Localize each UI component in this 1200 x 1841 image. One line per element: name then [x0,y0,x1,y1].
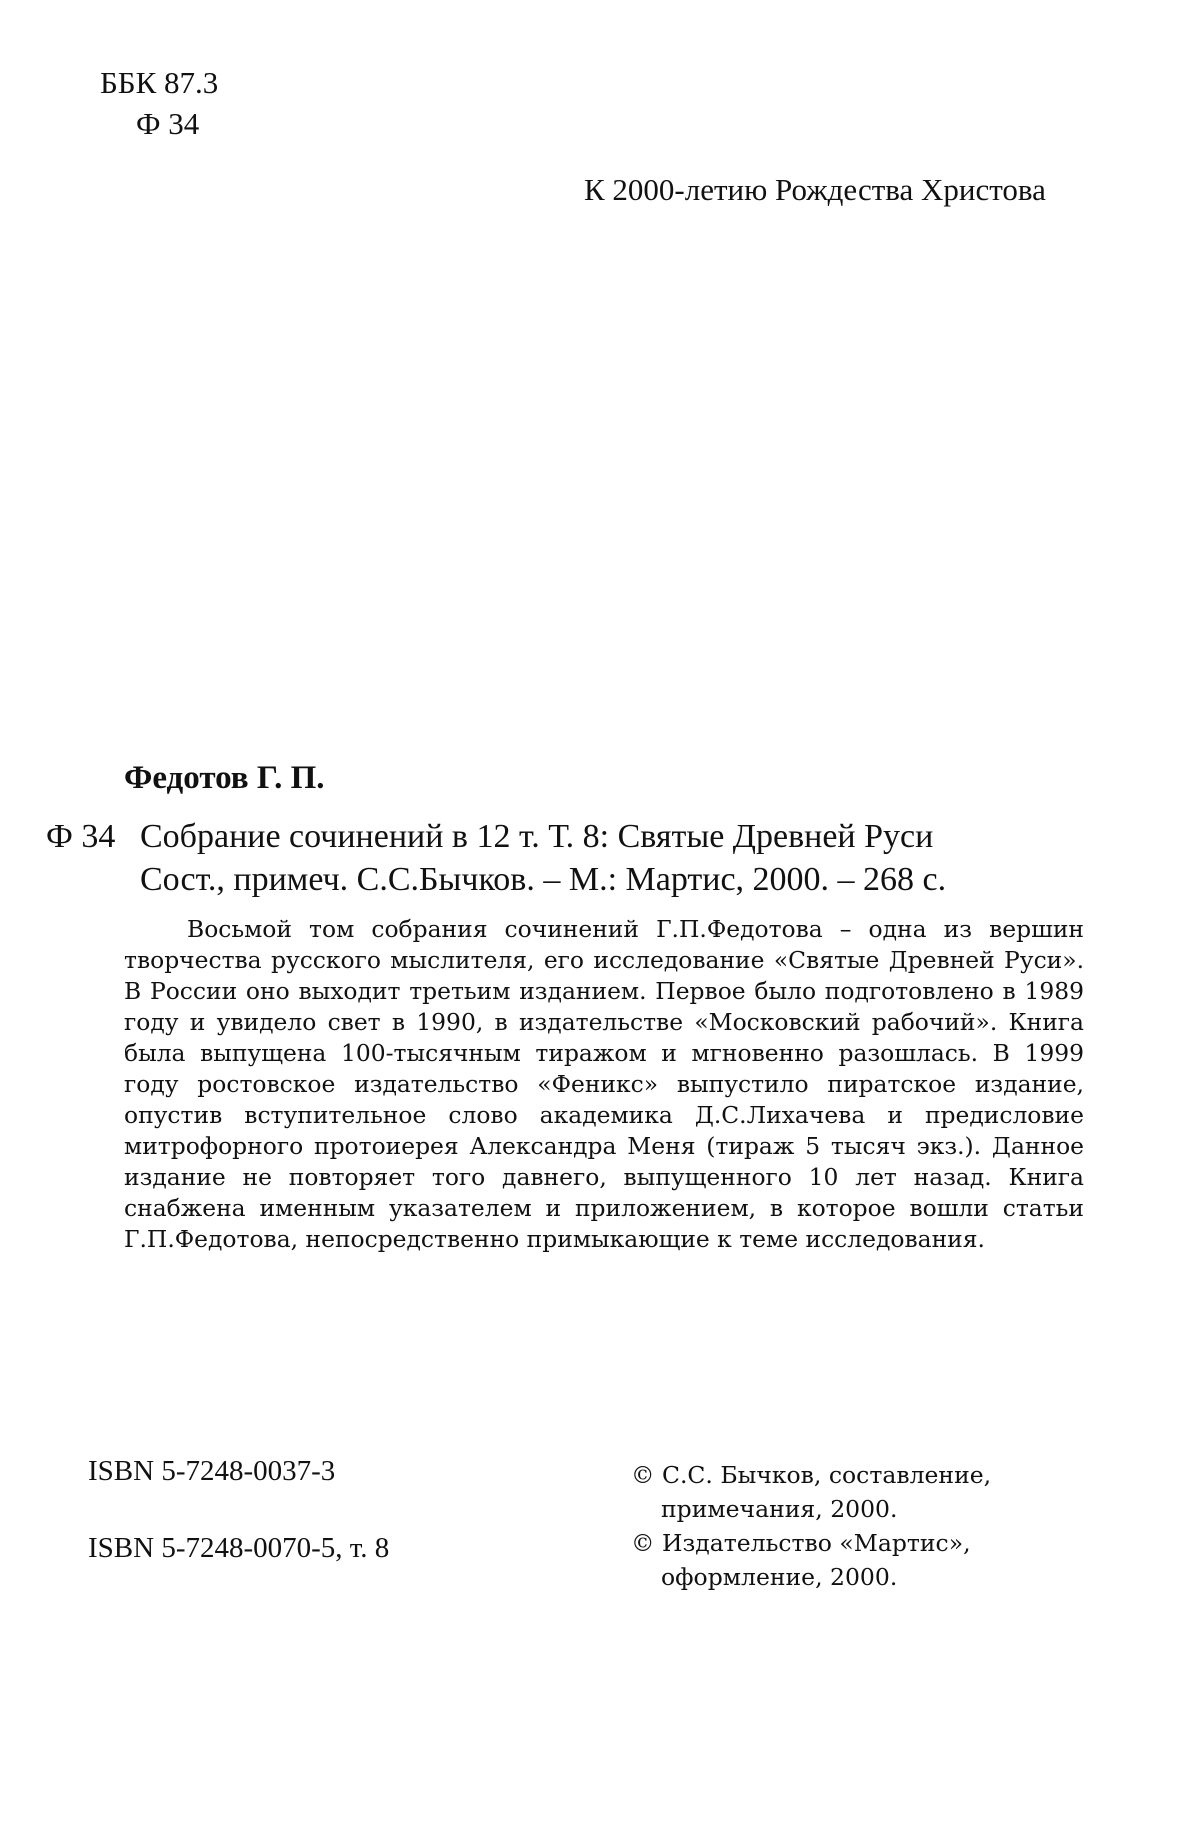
annotation-text: Восьмой том собрания сочинений Г.П.Федотова – одна из вершин творчества русского мыслителя, его исследование «Святые Древней Руси». В России оно выходит третьим изданием. Первое было подготовлено в 1989 году и увидело свет в 1990, в издательстве «Московский рабочий». Книга была выпущена 100-тысячным тиражом и мгновенно разошлась. В 1999 году ростовское издательство «Феникс» выпустило пиратское издание, опустив вступительное слово академика Д.С.Лихачева и предисловие митрофорного протоиерея Александра Меня (тираж 5 тысяч экз.). Данное издание не повторяет того давнего, выпущенного 10 лет назад. Книга снабжена именным указателем и приложением, в которое вошли статьи Г.П.Федотова, непосредственно примыкающие к теме исследования. [124,915,1084,1253]
catalog-entry [46,815,946,901]
isbn-set: ISBN 5-7248-0037-3 [88,1455,336,1487]
catalog-details: Сост., примеч. С.С.Бычков. – М.: Мартис, 2000. – 268 с. [140,861,947,898]
catalog-code: Ф 34 [46,818,116,855]
copyright-block [631,1458,991,1594]
copyright-publisher: © Издательство «Мартис», [631,1529,971,1557]
copyright-compiler: © С.С. Бычков, составление, [631,1461,992,1489]
bbk-index: Ф 34 [136,106,200,141]
isbn-volume: ISBN 5-7248-0070-5, т. 8 [88,1532,390,1564]
copyright-publisher-cont: оформление, 2000. [661,1563,898,1591]
bbk-code: ББК 87.3 [100,65,219,100]
dedication: К 2000-летию Рождества Христова [584,172,1046,207]
copyright-compiler-cont: примечания, 2000. [661,1495,898,1523]
author-name: Федотов Г. П. [124,760,325,796]
catalog-title-line [46,815,946,858]
catalog-title: Собрание сочинений в 12 т. Т. 8: Святые Древней Руси [140,818,934,855]
bbk-classification [100,62,218,144]
